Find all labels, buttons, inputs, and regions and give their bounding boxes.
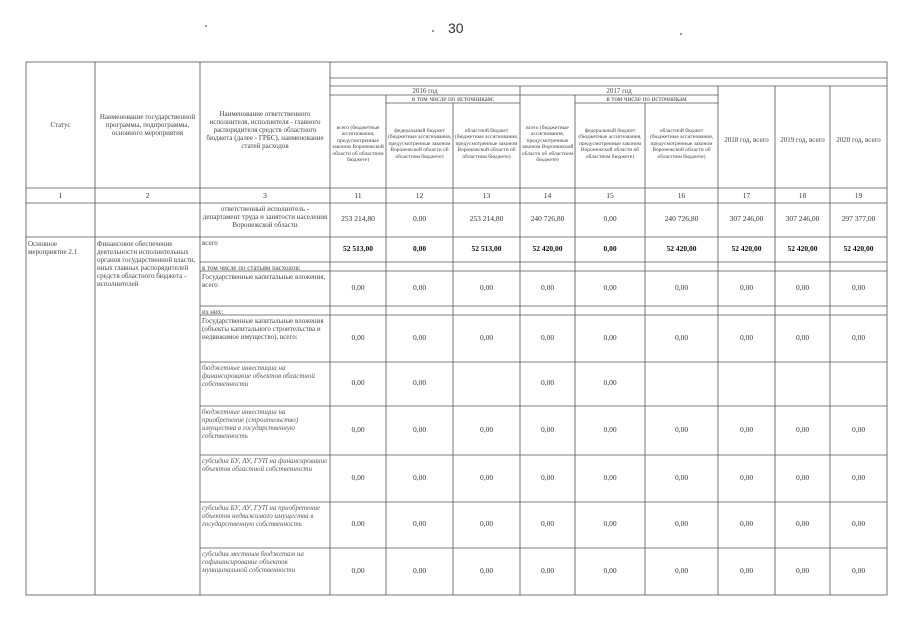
table-cell: 52 513,00 xyxy=(471,244,502,253)
table-cell xyxy=(453,379,520,389)
table-cell: 0,00 xyxy=(795,566,810,575)
table-cell: 0,00 xyxy=(351,566,365,575)
table-cell: 0,00 xyxy=(603,566,617,575)
table-cell xyxy=(453,306,520,316)
header-regional-2017: областной бюджет (бюджетные ассигнования, предусмотренные законом Воронежской области об областном бюджете) xyxy=(649,127,714,160)
column-number: 19 xyxy=(854,192,863,200)
row-program: Финансовое обеспечение деятельности исполнительных органов государственной власти, иных главных распорядителей средств областного бюджета - исполнителей xyxy=(97,240,196,288)
table-cell: 253 214,80 xyxy=(341,215,375,223)
column-number: 17 xyxy=(742,192,751,200)
table-cell: 0,00 xyxy=(795,520,810,528)
row-label: из них: xyxy=(202,308,224,314)
header-status: Статус xyxy=(50,121,71,129)
header-by-sources-2017: в том числе по источникам xyxy=(606,95,687,103)
table-cell: 0,00 xyxy=(674,425,689,434)
table-cell: 0,00 xyxy=(674,473,689,482)
header-program-name: Наименование государственной программы, подпрограммы, основного мероприятия xyxy=(99,113,196,137)
page-number: 30 xyxy=(448,20,464,36)
table-cell: 0,00 xyxy=(739,520,754,528)
table-cell: 0,00 xyxy=(479,283,494,292)
column-number: 13 xyxy=(482,192,491,200)
table-cell: 0,00 xyxy=(351,473,365,482)
table-cell xyxy=(330,306,386,316)
table-cell: 0,00 xyxy=(674,333,689,342)
column-number: 11 xyxy=(354,192,362,200)
column-number: 16 xyxy=(677,192,686,200)
table-cell xyxy=(645,262,718,272)
table-cell xyxy=(330,262,386,272)
table-cell: 0,00 xyxy=(851,566,866,575)
table-cell xyxy=(386,262,453,272)
table-cell: 0,00 xyxy=(739,283,754,292)
table-cell: 0,00 xyxy=(739,473,754,482)
table-cell xyxy=(718,379,775,389)
header-total-2016: всего (бюджетные ассигнования, предусмотренные законом Воронежской области об областном бюджете) xyxy=(332,124,384,163)
table-cell xyxy=(775,379,830,389)
table-cell: 307 246,00 xyxy=(729,215,764,223)
table-cell xyxy=(520,262,575,272)
table-cell: 0,00 xyxy=(739,333,754,342)
row-label: субсидии местным бюджетам на софинансирование объектов муниципальной собственности xyxy=(202,550,304,574)
row-label: субсидии БУ, АУ, ГУП на финансирование объектов областной собственности xyxy=(202,457,328,473)
table-cell: 0,00 xyxy=(851,425,866,434)
header-by-sources-2016: в том числе по источникам: xyxy=(411,95,495,103)
row-label: ответственный исполнитель - департамент труда и занятости населения Воронежской области xyxy=(202,205,328,229)
table-cell: 307 246,00 xyxy=(785,215,820,223)
table-cell: 0,00 xyxy=(603,244,617,253)
header-2019: 2019 год, всего xyxy=(780,136,825,144)
table-cell: 0,00 xyxy=(412,244,427,253)
header-total-2017: всего (бюджетные ассигнования, предусмотренные законом Воронежской области об областном бюджете) xyxy=(521,124,574,163)
table-cell: 0,00 xyxy=(851,520,866,528)
table-cell: 0,00 xyxy=(603,333,617,342)
header-federal-2017: федеральный бюджет (бюджетные ассигнования, предусмотренные законом Воронежской области об областном бюджете) xyxy=(578,127,642,160)
table-cell: 0,00 xyxy=(479,566,494,575)
table-cell: 52 420,00 xyxy=(843,244,874,253)
table-cell: 0,00 xyxy=(540,333,555,342)
table-cell: 0,00 xyxy=(795,283,810,292)
table-cell: 0,00 xyxy=(603,283,617,292)
table-cell: 0,00 xyxy=(851,283,866,292)
table-cell xyxy=(575,262,645,272)
header-regional-2016: областной бюджет (бюджетные ассигнования, предусмотренные законом Воронежской области об областном бюджете) xyxy=(454,127,519,160)
row-label: в том числе по статьям расходов: xyxy=(202,264,301,270)
table-cell: 0,00 xyxy=(479,520,494,528)
table-cell: 0,00 xyxy=(540,425,555,434)
table-cell: 0,00 xyxy=(603,473,617,482)
table-cell: 0,00 xyxy=(603,379,617,387)
table-cell xyxy=(775,262,830,272)
table-cell: 0,00 xyxy=(479,473,494,482)
row-label: бюджетные инвестиции на финансирование объектов областной собственности xyxy=(202,364,315,388)
table-cell: 0,00 xyxy=(412,520,427,528)
table-cell: 0,00 xyxy=(739,566,754,575)
table-cell: 0,00 xyxy=(540,283,555,292)
column-number: 14 xyxy=(543,192,552,200)
column-number: 1 xyxy=(58,192,63,200)
table-cell xyxy=(718,262,775,272)
table-cell: 240 726,80 xyxy=(664,215,699,223)
table-cell: 0,00 xyxy=(795,333,810,342)
table-cell: 0,00 xyxy=(412,566,427,575)
table-cell: 0,00 xyxy=(412,379,427,387)
table-cell: 0,00 xyxy=(795,473,810,482)
table-cell: 0,00 xyxy=(412,473,427,482)
table-cell: 0,00 xyxy=(851,473,866,482)
table-cell: 0,00 xyxy=(351,520,365,528)
table-cell: 0,00 xyxy=(851,333,866,342)
header-year-2016: 2016 год xyxy=(412,86,438,95)
table-cell: 0,00 xyxy=(603,425,617,434)
table-cell: 0,00 xyxy=(479,333,494,342)
column-number: 2 xyxy=(145,192,150,200)
row-label: всего xyxy=(202,239,218,247)
table-cell xyxy=(453,262,520,272)
table-cell: 0,00 xyxy=(603,215,617,223)
header-2018: 2018 год, всего xyxy=(724,136,769,144)
table-cell xyxy=(718,306,775,316)
table-cell: 0,00 xyxy=(739,425,754,434)
row-label: Государственные капитальные вложения, всего xyxy=(202,273,326,289)
table-cell: 0,00 xyxy=(674,520,689,528)
table-cell: 0,00 xyxy=(351,425,365,434)
table-cell: 253 214,80 xyxy=(469,215,504,223)
header-2020: 2020 год, всего xyxy=(836,136,881,144)
table-cell: 0,00 xyxy=(540,473,555,482)
table-cell xyxy=(830,306,887,316)
column-number: 12 xyxy=(415,192,424,200)
header-federal-2016: федеральный бюджет (бюджетные ассигнования, предусмотренные законом Воронежской области об областном бюджете) xyxy=(387,127,452,160)
table-cell: 0,00 xyxy=(412,215,427,223)
table-cell: 52 420,00 xyxy=(666,244,697,253)
table-cell: 0,00 xyxy=(351,333,365,342)
row-label: Государственные капитальные вложения (объекты капитального строительства и недвижимое имущество), всего: xyxy=(202,317,324,341)
table-cell: 240 726,80 xyxy=(530,215,565,223)
column-number: 18 xyxy=(798,192,807,200)
table-cell: 0,00 xyxy=(540,566,555,575)
table-cell xyxy=(775,306,830,316)
row-status: Основное мероприятие 2.1 xyxy=(28,240,78,256)
column-number: 3 xyxy=(263,192,267,200)
table-cell xyxy=(575,306,645,316)
table-cell xyxy=(386,306,453,316)
table-cell xyxy=(645,306,718,316)
column-number: 15 xyxy=(606,192,614,200)
table-cell: 52 513,00 xyxy=(343,244,373,253)
table-cell: 0,00 xyxy=(412,425,427,434)
table-cell: 0,00 xyxy=(603,520,617,528)
table-cell: 0,00 xyxy=(351,379,365,387)
table-cell: 0,00 xyxy=(540,520,555,528)
table-cell: 0,00 xyxy=(479,425,494,434)
table-cell: 0,00 xyxy=(540,379,555,387)
row-label: субсидии БУ, АУ, ГУП на приобретение объектов недвижимого имущества в государственную собственность xyxy=(202,504,321,528)
table-cell: 0,00 xyxy=(674,283,689,292)
table-cell xyxy=(830,262,887,272)
table-cell: 0,00 xyxy=(412,283,427,292)
table-cell: 297 377,00 xyxy=(841,215,876,223)
header-executor: Наименование ответственного исполнителя, исполнителя - главного распорядителя средств областного бюджета (далее - ГРБС), наименование статей расходов xyxy=(206,110,324,150)
table-cell: 52 420,00 xyxy=(731,244,762,253)
table-cell xyxy=(830,379,887,389)
row-label: бюджетные инвестиции на приобретение (строительство) имущества в государственную собственность xyxy=(202,408,299,440)
table-cell: 52 420,00 xyxy=(532,244,563,253)
table-cell xyxy=(520,306,575,316)
table-cell xyxy=(645,379,718,389)
table-cell: 0,00 xyxy=(351,283,365,292)
table-cell: 52 420,00 xyxy=(787,244,818,253)
table-cell: 0,00 xyxy=(412,333,427,342)
table-cell: 0,00 xyxy=(674,566,689,575)
table-cell: 0,00 xyxy=(795,425,810,434)
header-year-2017: 2017 год xyxy=(606,86,632,95)
